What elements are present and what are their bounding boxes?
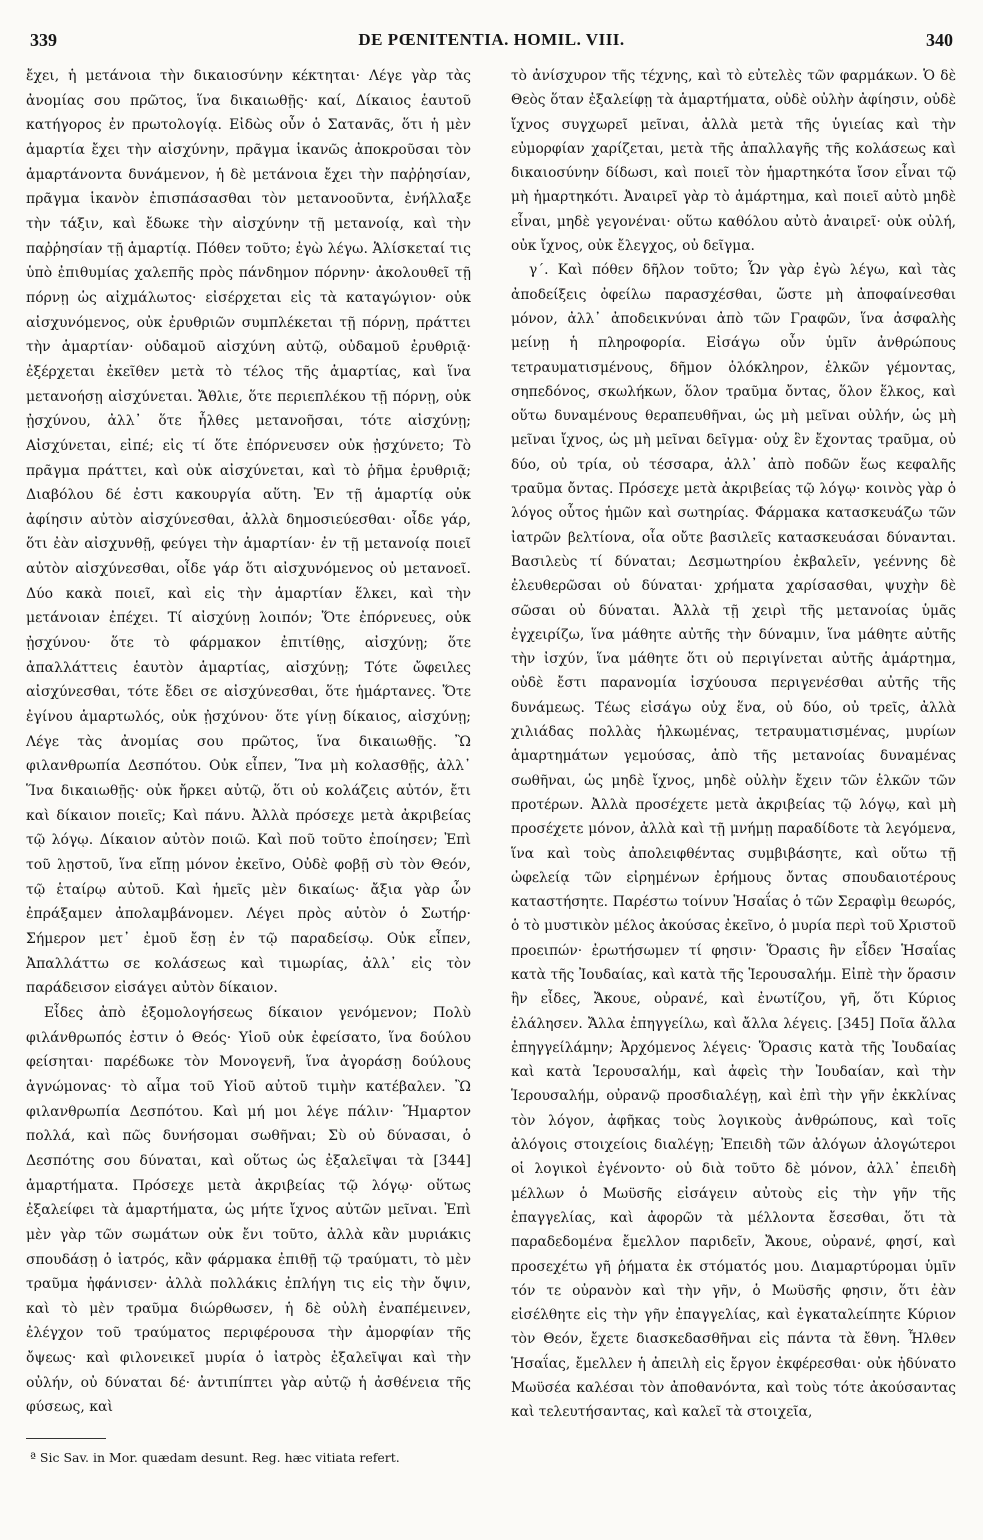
left-column [26, 64, 471, 1420]
page-number-left: 339 [30, 30, 57, 50]
paragraph: Εἶδες ἀπὸ ἐξομολογήσεως δίκαιον γενόμενον; Πολὺ φιλάνθρωπός ἐστιν ὁ Θεός· Υἱοῦ οὐκ ἐφείσατο, ἵνα δούλου φείσηται· παρέδωκε τὸν Μονογενῆ, ἵνα ἀγοράσῃ δούλους ἀγνώμονας· τὸ αἷμα τοῦ Υἱοῦ αὐτοῦ τιμὴν κατέβαλεν. Ὢ φιλανθρωπία Δεσπότου. Καὶ μή μοι λέγε πάλιν· Ἥμαρτον πολλά, καὶ πῶς δυνήσομαι σωθῆναι; Σὺ οὐ δύνασαι, ὁ Δεσπότης σου δύναται, καὶ οὕτως ὡς ἐξαλεῖψαι τὰ [344] ἁμαρτήματα. Πρόσεχε μετὰ ἀκριβείας τῷ λόγῳ· οὕτως ἐξαλείφει τὰ ἁμαρτήματα, ὡς μήτε ἴχνος αὐτῶν μεῖναι. Ἐπὶ μὲν γὰρ τῶν σωμάτων οὐκ ἔνι τοῦτο, ἀλλὰ κἂν μυριάκις σπουδάσῃ ὁ ἰατρός, κἂν φάρμακα ἐπιθῇ τῷ τραύματι, τὸ μὲν τραῦμα ἠφάνισεν· ἀλλὰ πολλάκις ἐπλήγη τις εἰς τὴν ὄψιν, καὶ τὸ μὲν τραῦμα διώρθωσεν, ἡ δὲ οὐλὴ ἐναπέμεινεν, ἐλέγχον τοῦ τραύματος περιφέρουσα τὴν ἀμορφίαν τῆς ὄψεως· καὶ φιλονεικεῖ μυρία ὁ ἰατρὸς ἐξαλεῖψαι καὶ τὴν οὐλήν, οὐ δύναται δέ· ἀντιπίπτει γὰρ αὐτῷ ἡ ἀσθένεια τῆς φύσεως, καὶ [26, 1004, 471, 1416]
footnote: ª Sic Sav. in Mor. quædam desunt. Reg. hæc vitiata refert. [30, 1450, 400, 1465]
running-title: DE PŒNITENTIA. HOMIL. VIII. [358, 30, 625, 49]
paragraph: γ΄. Καὶ πόθεν δῆλον τοῦτο; Ὧν γὰρ ἐγὼ λέγω, καὶ τὰς ἀποδείξεις ὀφείλω παρασχέσθαι, ὥστε μὴ ἀποφαίνεσθαι μόνον, ἀλλ᾽ ἀποδεικνύναι ἀπὸ τῶν Γραφῶν, ἵνα ἀσφαλὴς μείνῃ ἡ πληροφορία. Εἰσάγω οὖν ὑμῖν ἀνθρώπους τετραυματισμένους, δῆμον ὁλόκληρον, ἑλκῶν γέμοντας, σηπεδόνος, σκωλήκων, ὅλον τραῦμα ὄντας, ὅλον ἕλκος, καὶ οὕτω δυναμένους θεραπευθῆναι, ὡς μὴ μεῖναι οὐλήν, ὡς μὴ μεῖναι ἴχνος, ὡς μὴ μεῖναι δεῖγμα· οὐχ ἓν ἔχοντας τραῦμα, οὐ δύο, οὐ τρία, οὐ τέσσαρα, ἀλλ᾽ ἀπὸ ποδῶν ἕως κεφαλῆς τραῦμα ὄντας. Πρόσεχε μετὰ ἀκριβείας τῷ λόγῳ· κοινὸς γὰρ ὁ λόγος οὗτος ἡμῶν καὶ σωτηρίας. Φάρμακα κατασκευάζω τῶν ἰατρῶν βελτίονα, οἷα οὔτε βασιλεῖς κατασκευάσαι δύνανται. Βασιλεὺς τί δύναται; Δεσμωτηρίου ἐκβαλεῖν, γεέννης δὲ ἐλευθερῶσαι οὐ δύναται· χρήματα χαρίσασθαι, ψυχὴν δὲ σῶσαι οὐ δύναται. Ἀλλὰ τῇ χειρὶ τῆς μετανοίας ὑμᾶς ἐγχειρίζω, ἵνα μάθητε αὐτῆς τὴν δύναμιν, ἵνα μάθητε αὐτῆς τὴν ἰσχύν, ἵνα μάθητε ὅτι οὐ περιγίνεται αὐτῆς ἁμάρτημα, οὐδὲ ἔστι παρανομία ἰσχύουσα περιγενέσθαι αὐτῆς τῆς δυνάμεως. Τέως εἰσάγω οὐχ ἕνα, οὐ δύο, οὐ τρεῖς, ἀλλὰ χιλιάδας πολλὰς ἡλκωμένας, τετραυματισμένας, μυρίων ἁμαρτημάτων γεμούσας, ἀπὸ τῆς μετανοίας δυναμένας σωθῆναι, ὡς μηδὲ ἴχνος, μηδὲ οὐλὴν ἔχειν τῶν ἑλκῶν τῶν προτέρων. Ἀλλὰ προσέχετε μετὰ ἀκριβείας τῷ λόγῳ, καὶ μὴ προσέχετε μόνον, ἀλλὰ καὶ τῇ μνήμῃ παραδίδοτε τὰ λεγόμενα, ἵνα καὶ τοὺς ἀπολειφθέντας συμβιβάσητε, καὶ οὕτω τῇ ὠφελείᾳ τῶν εἰρημένων ἐρήμους ὄντας σπουδαιοτέρους καταστήσητε. Παρέστω τοίνυν Ἡσαΐας ὁ τῶν Σεραφὶμ θεωρός, ὁ τὸ μυστικὸν μέλος ἀκούσας ἐκεῖνο, ὁ μυρία περὶ τοῦ Χριστοῦ προειπών· ἐρωτήσωμεν τί φησιν· Ὅρασις ἣν εἶδεν Ἡσαΐας κατὰ τῆς Ἰουδαίας, καὶ κατὰ τῆς Ἱερουσαλήμ. Εἰπὲ τὴν ὅρασιν ἣν εἶδες, Ἄκουε, οὐρανέ, καὶ ἐνωτίζου, γῆ, ὅτι Κύριος ἐλάλησεν. Ἄλλα ἐπηγγείλω, καὶ ἄλλα λέγεις. [345] Ποῖα ἄλλα ἐπηγγείλάμην; Ἀρχόμενος λέγεις· Ὅρασις κατὰ τῆς Ἰουδαίας καὶ κατὰ Ἱερουσαλήμ, καὶ ἀφεὶς τὴν Ἰουδαίαν, καὶ τὴν Ἱερουσαλήμ, οὐρανῷ προσδιαλέγῃ, καὶ ἐπὶ τὴν γῆν ἐκκλίνας τὸν λόγον, ἀφῆκας τοὺς λογικοὺς ἀνθρώπους, καὶ τοῖς ἀλόγοις στοιχείοις διαλέγῃ; Ἐπειδὴ τῶν ἀλόγων ἀλογώτεροι οἱ λογικοὶ ἐγένοντο· οὐ διὰ τοῦτο δὲ μόνον, ἀλλ᾽ ἐπειδὴ μέλλων ὁ Μωϋσῆς εἰσάγειν αὐτοὺς εἰς τὴν γῆν τῆς ἐπαγγελίας, καὶ ἀφορῶν τὰ μέλλοντα ἔσεσθαι, ὅτι τὰ παραδεδομένα ἔμελλον παριδεῖν, Ἄκουε, οὐρανέ, φησί, καὶ προσεχέτω γῆ ῥήματα ἐκ στόματός μου. Διαμαρτύρομαι ὑμῖν τόν τε οὐρανὸν καὶ τὴν γῆν, ὁ Μωϋσῆς φησιν, ὅτι ἐὰν εἰσέλθητε εἰς τὴν γῆν ἐπαγγελίας, καὶ ἐγκαταλείπητε Κύριον τὸν Θεόν, ἔχετε διασκεδασθῆναι εἰς πάντα τὰ ἔθνη. Ἦλθεν Ἡσαΐας, ἔμελλεν ἡ ἀπειλὴ εἰς ἔργον ἐκφέρεσθαι· οὐκ ἠδύνατο Μωϋσέα καλέσαι τὸν ἀποθανόντα, καὶ τοὺς τότε ἀκούσαντας καὶ τελευτήσαντας, καὶ καλεῖ τὰ στοιχεῖα, [511, 262, 956, 1421]
paragraph: ἔχει, ἡ μετάνοια τὴν δικαιοσύνην κέκτηται· Λέγε γὰρ τὰς ἀνομίας σου πρῶτος, ἵνα δικαιωθῇς· καί, Δίκαιος ἑαυτοῦ κατήγορος ἐν πρωτολογίᾳ. Εἰδὼς οὖν ὁ Σατανᾶς, ὅτι ἡ μὲν ἁμαρτία ἔχει τὴν αἰσχύνην, πρᾶγμα ἱκανῶς ἀποκροῦσαι τὸν ἁμαρτάνοντα δυνάμενον, ἡ δὲ μετάνοια ἔχει τὴν παῤῥησίαν, πρᾶγμα ἱκανὸν ἐπισπάσασθαι τὸν μετανοοῦντα, ἐνήλλαξε τὴν τάξιν, καὶ ἔδωκε τὴν αἰσχύνην τῇ μετανοίᾳ, καὶ τὴν παῤῥησίαν τῇ ἁμαρτίᾳ. Πόθεν τοῦτο; ἐγὼ λέγω. Ἁλίσκεταί τις ὑπὸ ἐπιθυμίας χαλεπῆς πρὸς πάνδημον πόρνην· ἀκολουθεῖ τῇ πόρνῃ ὡς αἰχμάλωτος· εἰσέρχεται εἰς τὰ καταγώγιον· οὐκ αἰσχυνόμενος, οὐκ ἐρυθριῶν συμπλέκεται τῇ πόρνῃ, πράττει τὴν ἁμαρτίαν· οὐδαμοῦ αἰσχύνη αὐτῷ, οὐδαμοῦ ἐρυθριᾷ· ἐξέρχεται ἐκεῖθεν μετὰ τὸ τέλος τῆς ἁμαρτίας, καὶ ἵνα μετανοήσῃ αἰσχύνεται. Ἄθλιε, ὅτε περιεπλέκου τῇ πόρνῃ, οὐκ ᾐσχύνου, ἀλλ᾽ ὅτε ἦλθες μετανοῆσαι, τότε αἰσχύνῃ; Αἰσχύνεται, εἰπέ; εἰς τί ὅτε ἐπόρνευσεν οὐκ ᾐσχύνετο; Τὸ πρᾶγμα πράττει, καὶ οὐκ αἰσχύνεται, καὶ τὸ ῥῆμα ἐρυθριᾷ; Διαβόλου δέ ἐστι κακουργία αὕτη. Ἐν τῇ ἁμαρτίᾳ οὐκ ἀφίησιν αὐτὸν αἰσχύνεσθαι, ἀλλὰ δημοσιεύεσθαι· οἶδε γάρ, ὅτι ἐὰν αἰσχυνθῇ, φεύγει τὴν ἁμαρτίαν· ἐν τῇ μετανοίᾳ ποιεῖ αὐτὸν αἰσχύνεσθαι, οἶδε γάρ ὅτι αἰσχυνόμενος οὐ μετανοεῖ. Δύο κακὰ ποιεῖ, καὶ εἰς τὴν ἁμαρτίαν ἕλκει, καὶ τὴν μετάνοιαν ἐπέχει. Τί αἰσχύνῃ λοιπόν; Ὅτε ἐπόρνευες, οὐκ ᾐσχύνου· ὅτε τὸ φάρμακον ἐπιτίθῃς, αἰσχύνῃ; ὅτε ἀπαλλάττεις ἑαυτὸν ἁμαρτίας, αἰσχύνῃ; Τότε ὤφειλες αἰσχύνεσθαι, τότε ἔδει σε αἰσχύνεσθαι, ὅτε ἡμάρτανες. Ὅτε ἐγίνου ἁμαρτωλός, οὐκ ᾐσχύνου· ὅτε γίνῃ δίκαιος, αἰσχύνῃ; Λέγε τὰς ἀνομίας σου πρῶτος, ἵνα δικαιωθῇς. Ὢ φιλανθρωπία Δεσπότου. Οὐκ εἶπεν, Ἵνα μὴ κολασθῇς, ἀλλ᾽ Ἵνα δικαιωθῇς· οὐκ ἤρκει αὐτῷ, ὅτι οὐ κολάζεις αὐτόν, ἔτι καὶ δίκαιον ποιεῖς; Καὶ πάνυ. Ἀλλὰ πρόσεχε μετὰ ἀκριβείας τῷ λόγῳ. Δίκαιον αὐτὸν ποιῶ. Καὶ ποῦ τοῦτο ἐποίησεν; Ἐπὶ τοῦ λῃστοῦ, ἵνα εἴπῃ μόνον ἐκεῖνο, Οὐδὲ φοβῇ σὺ τὸν Θεόν, τῷ ἑταίρῳ αὐτοῦ. Καὶ ἡμεῖς μὲν δικαίως· ἄξια γὰρ ὧν ἐπράξαμεν ἀπολαμβάνομεν. Λέγει πρὸς αὐτὸν ὁ Σωτήρ· Σήμερον μετ᾽ ἐμοῦ ἔσῃ ἐν τῷ παραδείσῳ. Οὐκ εἶπεν, Ἀπαλλάττω σε κολάσεως καὶ τιμωρίας, ἀλλ᾽ εἰς τὸν παράδεισον εἰσάγει αὐτὸν δίκαιον. [26, 68, 471, 997]
paragraph: τὸ ἀνίσχυρον τῆς τέχνης, καὶ τὸ εὐτελὲς τῶν φαρμάκων. Ὁ δὲ Θεὸς ὅταν ἐξαλείφῃ τὰ ἁμαρτήματα, οὐδὲ οὐλὴν ἀφίησιν, οὐδὲ ἴχνος συγχωρεῖ μεῖναι, ἀλλὰ μετὰ τῆς ὑγιείας καὶ τὴν εὐμορφίαν χαρίζεται, μετὰ τῆς ἀπαλλαγῆς τῆς κολάσεως καὶ δικαιοσύνην δίδωσι, καὶ ποιεῖ τὸν ἡμαρτηκότα ἴσον εἶναι τῷ μὴ ἡμαρτηκότι. Ἀναιρεῖ γὰρ τὸ ἁμάρτημα, καὶ ποιεῖ αὐτὸ μηδὲ εἶναι, μηδὲ γεγονέναι· οὕτω καθόλου αὐτὸ ἀναιρεῖ· οὐκ οὐλή, οὐκ ἴχνος, οὐκ ἔλεγχος, οὐ δεῖγμα. [511, 68, 956, 255]
right-column [511, 64, 956, 1425]
running-header [30, 30, 953, 56]
page-number-right: 340 [926, 30, 953, 50]
footnote-rule [26, 1438, 106, 1439]
